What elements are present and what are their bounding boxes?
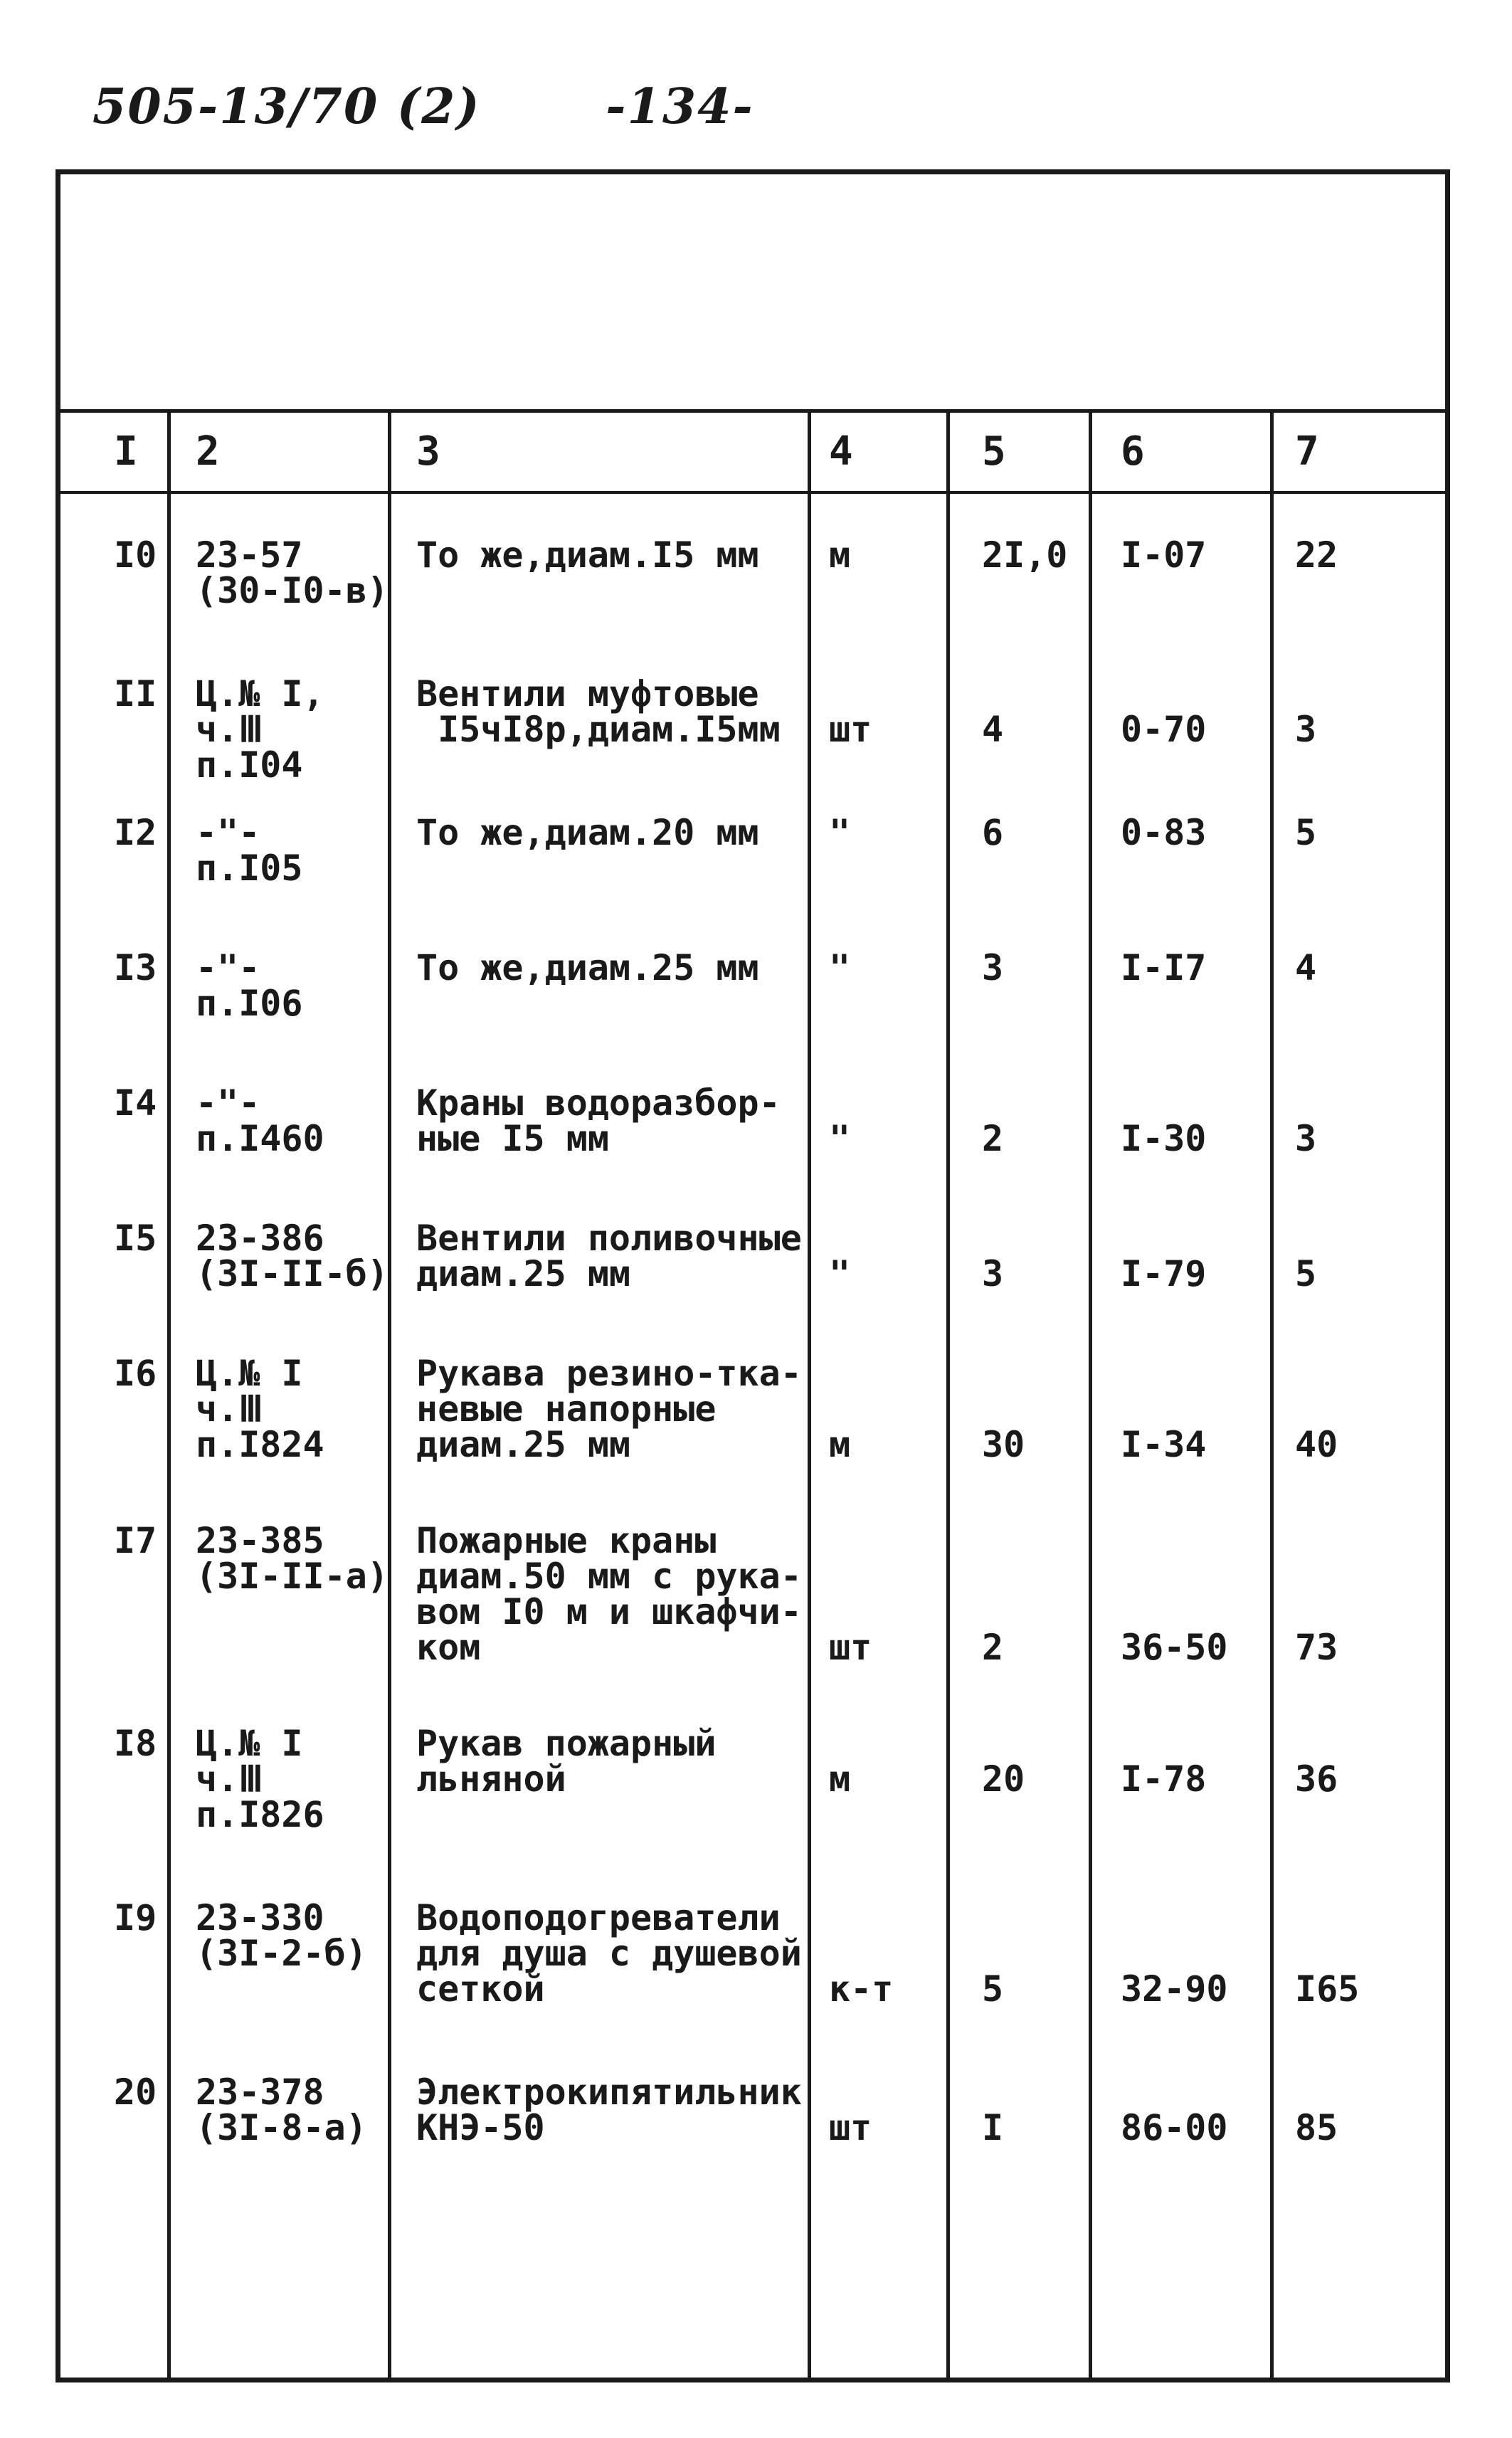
unit: м bbox=[829, 1758, 851, 1800]
column-divider bbox=[388, 413, 391, 2378]
unit-price: 36-50 bbox=[1121, 1627, 1228, 1668]
column-header: 6 bbox=[1121, 428, 1145, 475]
column-header: I bbox=[114, 428, 138, 475]
specification-table bbox=[55, 169, 1450, 2382]
item-name: То же,диам.I5 мм bbox=[416, 534, 759, 576]
total-cost: 5 bbox=[1295, 1253, 1317, 1294]
unit-price: I-78 bbox=[1121, 1758, 1207, 1800]
reference-code: Ц.№ I ч.Ⅲ п.I826 bbox=[196, 1723, 324, 1835]
reference-code: 23-378 (3I-8-а) bbox=[196, 2072, 367, 2148]
total-cost: 22 bbox=[1295, 534, 1338, 576]
total-cost: 85 bbox=[1295, 2107, 1338, 2148]
column-divider bbox=[808, 413, 811, 2378]
reference-code: -"- п.I05 bbox=[196, 812, 303, 889]
item-name: Краны водоразбор- ные I5 мм bbox=[416, 1082, 781, 1159]
unit: м bbox=[829, 1424, 851, 1465]
reference-code: 23-385 (3I-II-а) bbox=[196, 1520, 388, 1597]
column-header: 5 bbox=[982, 428, 1006, 475]
quantity: I bbox=[982, 2107, 1004, 2148]
reference-code: 23-386 (3I-II-б) bbox=[196, 1218, 388, 1294]
row-number: I2 bbox=[114, 812, 157, 853]
unit: шт bbox=[829, 709, 872, 750]
column-divider bbox=[1270, 413, 1274, 2378]
total-cost: 40 bbox=[1295, 1424, 1338, 1465]
unit-price: 32-90 bbox=[1121, 1968, 1228, 2010]
row-number: I9 bbox=[114, 1897, 157, 1938]
quantity: 20 bbox=[982, 1758, 1025, 1800]
column-header: 3 bbox=[416, 428, 440, 475]
reference-code: -"- п.I460 bbox=[196, 1082, 324, 1159]
row-number: I4 bbox=[114, 1082, 157, 1124]
page-number: -134- bbox=[606, 78, 754, 135]
row-number: I5 bbox=[114, 1218, 157, 1259]
doc-code: 505-13/70 (2) bbox=[92, 78, 481, 135]
reference-code: -"- п.I06 bbox=[196, 947, 303, 1024]
reference-code: 23-57 (30-I0-в) bbox=[196, 534, 388, 611]
column-divider bbox=[1089, 413, 1092, 2378]
reference-code: Ц.№ I ч.Ⅲ п.I824 bbox=[196, 1353, 324, 1465]
unit-price: 0-70 bbox=[1121, 709, 1207, 750]
total-cost: 5 bbox=[1295, 812, 1317, 853]
quantity: 2I,0 bbox=[982, 534, 1068, 576]
total-cost: 4 bbox=[1295, 947, 1317, 988]
unit: к-т bbox=[829, 1968, 894, 2010]
row-number: II bbox=[114, 673, 157, 714]
quantity: 6 bbox=[982, 812, 1004, 853]
column-header: 4 bbox=[829, 428, 853, 475]
unit: " bbox=[829, 1118, 851, 1159]
row-number: I0 bbox=[114, 534, 157, 576]
unit: " bbox=[829, 947, 851, 988]
row-number: 20 bbox=[114, 2072, 157, 2113]
unit-price: I-79 bbox=[1121, 1253, 1207, 1294]
unit-price: I-34 bbox=[1121, 1424, 1207, 1465]
header-rule bbox=[60, 491, 1445, 494]
unit-price: I-30 bbox=[1121, 1118, 1207, 1159]
quantity: 2 bbox=[982, 1627, 1004, 1668]
total-cost: I65 bbox=[1295, 1968, 1360, 2010]
item-name: Вентили муфтовые I5чI8р,диам.I5мм bbox=[416, 673, 781, 750]
item-name: Водоподогреватели для душа с душевой сеткой bbox=[416, 1897, 802, 2010]
quantity: 4 bbox=[982, 709, 1004, 750]
item-name: Рукав пожарный льняной bbox=[416, 1723, 717, 1800]
column-header: 7 bbox=[1295, 428, 1319, 475]
blank-header-band bbox=[60, 174, 1445, 413]
reference-code: Ц.№ I, ч.Ⅲ п.I04 bbox=[196, 673, 324, 786]
quantity: 5 bbox=[982, 1968, 1004, 2010]
total-cost: 73 bbox=[1295, 1627, 1338, 1668]
row-number: I7 bbox=[114, 1520, 157, 1561]
item-name: Рукава резино-тка- невые напорные диам.25 мм bbox=[416, 1353, 802, 1465]
reference-code: 23-330 (3I-2-б) bbox=[196, 1897, 367, 1974]
unit: " bbox=[829, 812, 851, 853]
row-number: I8 bbox=[114, 1723, 157, 1764]
total-cost: 3 bbox=[1295, 709, 1317, 750]
row-number: I6 bbox=[114, 1353, 157, 1394]
unit: " bbox=[829, 1253, 851, 1294]
row-number: I3 bbox=[114, 947, 157, 988]
unit-price: I-I7 bbox=[1121, 947, 1207, 988]
unit: м bbox=[829, 534, 851, 576]
column-divider bbox=[167, 413, 171, 2378]
item-name: Вентили поливочные диам.25 мм bbox=[416, 1218, 802, 1294]
quantity: 30 bbox=[982, 1424, 1025, 1465]
item-name: Пожарные краны диам.50 мм с рука- вом I0 м и шкафчи- ком bbox=[416, 1520, 802, 1668]
item-name: Электрокипятильник КНЭ-50 bbox=[416, 2072, 802, 2148]
quantity: 3 bbox=[982, 947, 1004, 988]
total-cost: 36 bbox=[1295, 1758, 1338, 1800]
header-note bbox=[92, 78, 754, 135]
quantity: 2 bbox=[982, 1118, 1004, 1159]
quantity: 3 bbox=[982, 1253, 1004, 1294]
item-name: То же,диам.20 мм bbox=[416, 812, 759, 853]
column-header: 2 bbox=[196, 428, 220, 475]
column-divider bbox=[946, 413, 950, 2378]
unit: шт bbox=[829, 1627, 872, 1668]
unit: шт bbox=[829, 2107, 872, 2148]
unit-price: 86-00 bbox=[1121, 2107, 1228, 2148]
item-name: То же,диам.25 мм bbox=[416, 947, 759, 988]
unit-price: 0-83 bbox=[1121, 812, 1207, 853]
total-cost: 3 bbox=[1295, 1118, 1317, 1159]
unit-price: I-07 bbox=[1121, 534, 1207, 576]
